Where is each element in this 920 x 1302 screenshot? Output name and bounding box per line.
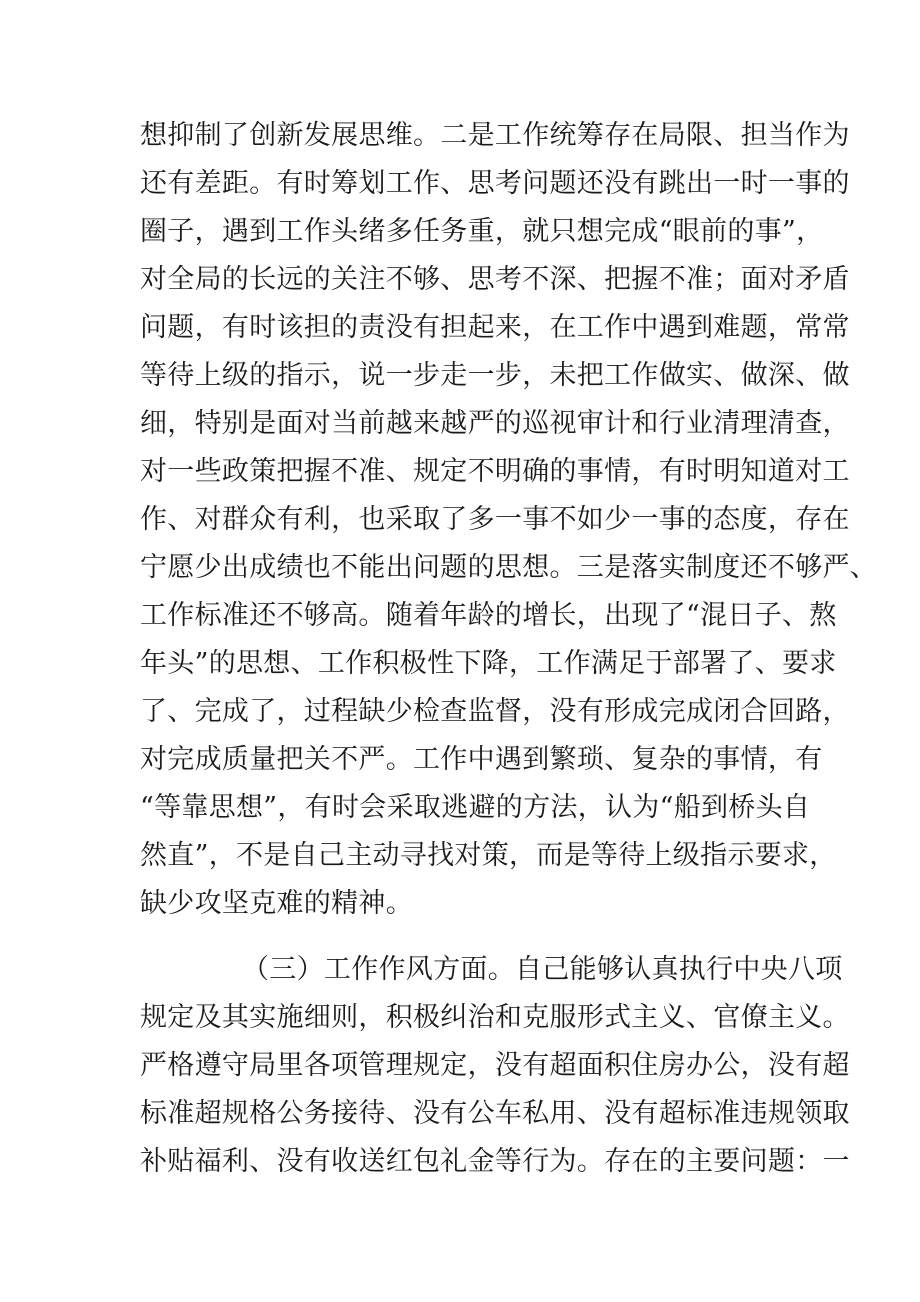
- text-line: “等靠思想”，有时会采取逃避的方法，认为“船到桥头自: [140, 792, 811, 823]
- text-line: 细，特别是面对当前越来越严的巡视审计和行业清理清查，: [140, 408, 850, 439]
- text-line: 缺少攻坚克难的精神。: [140, 888, 413, 919]
- text-line: 想抑制了创新发展思维。二是工作统筹存在局限、担当作为: [140, 120, 850, 151]
- text-line: 等待上级的指示，说一步走一步，未把工作做实、做深、做: [140, 360, 850, 391]
- text-line: 宁愿少出成绩也不能出问题的思想。三是落实制度还不够严、: [140, 552, 878, 583]
- text-line: 圈子，遇到工作头绪多任务重，就只想完成“眼前的事”，: [140, 216, 824, 247]
- text-line: 还有差距。有时筹划工作、思考问题还没有跳出一时一事的: [140, 168, 850, 199]
- text-line: 工作标准还不够高。随着年龄的增长，出现了“混日子、熬: [140, 600, 837, 631]
- section-heading-line: （三）工作作风方面。自己能够认真执行中央八项: [242, 954, 843, 985]
- paragraph-continuation: [140, 112, 878, 928]
- text-line: 作、对群众有利，也采取了多一事不如少一事的态度，存在: [140, 504, 850, 535]
- text-line: 对全局的长远的关注不够、思考不深、把握不准；面对矛盾: [140, 264, 850, 295]
- text-line: 了、完成了，过程缺少检查监督，没有形成完成闭合回路，: [140, 696, 850, 727]
- text-line: 标准超规格公务接待、没有公车私用、没有超标准违规领取: [140, 1098, 850, 1129]
- text-line: 严格遵守局里各项管理规定，没有超面积住房办公，没有超: [140, 1050, 850, 1081]
- text-line: 问题，有时该担的责没有担起来，在工作中遇到难题，常常: [140, 312, 850, 343]
- text-line: 年头”的思想、工作积极性下降，工作满足于部署了、要求: [140, 648, 837, 679]
- text-line: 规定及其实施细则，积极纠治和克服形式主义、官僚主义。: [140, 1002, 850, 1033]
- text-line: 补贴福利、没有收送红包礼金等行为。存在的主要问题：一: [140, 1146, 850, 1177]
- section-three-paragraph: [140, 946, 850, 1186]
- text-line: 然直”，不是自己主动寻找对策，而是等待上级指示要求，: [140, 840, 837, 871]
- text-line: 对一些政策把握不准、规定不明确的事情，有时明知道对工: [140, 456, 850, 487]
- text-line: 对完成质量把关不严。工作中遇到繁琐、复杂的事情，有: [140, 744, 823, 775]
